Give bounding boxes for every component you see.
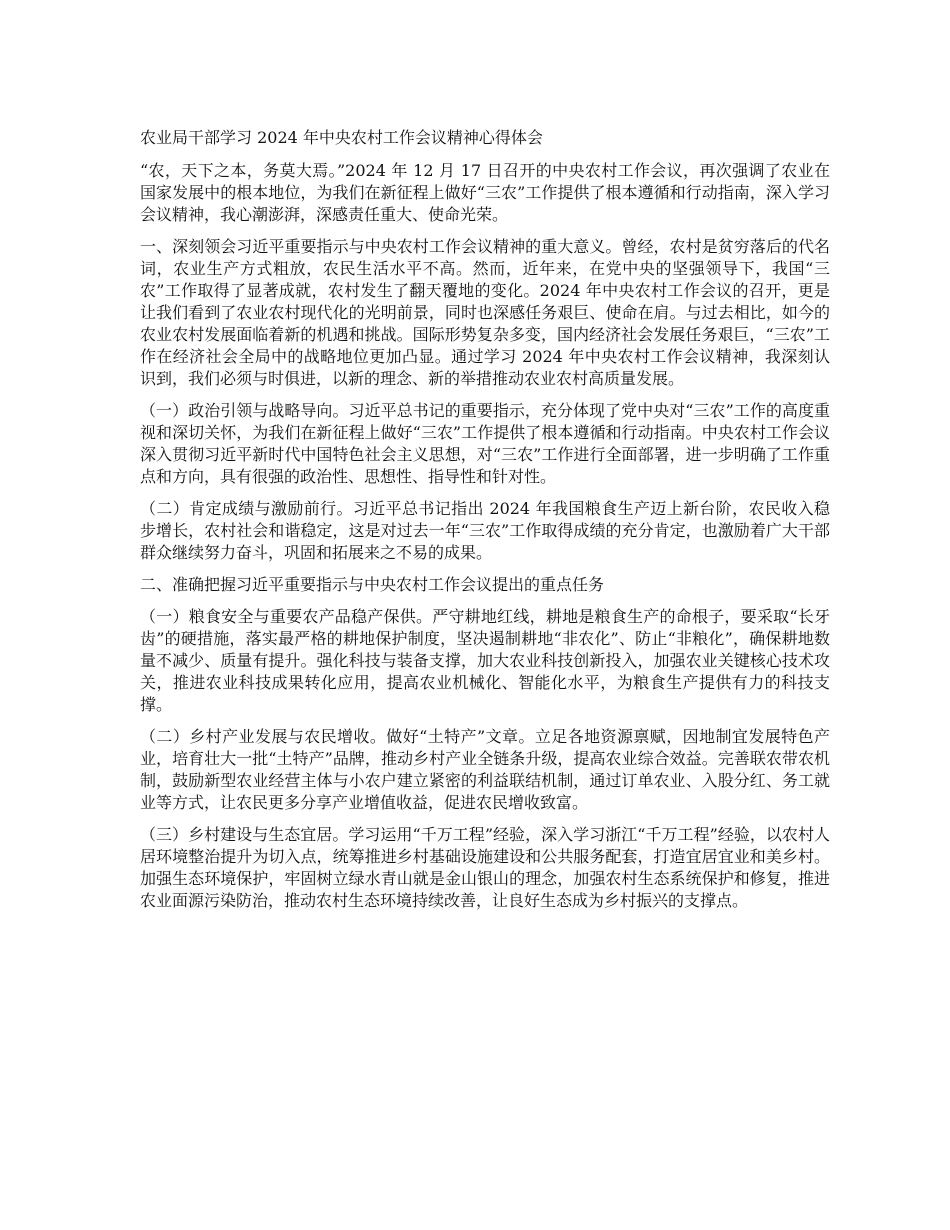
paragraph-section-one: 一、深刻领会习近平重要指示与中央农村工作会议精神的重大意义。曾经，农村是贫穷落后的代名词，农业生产方式粗放，农民生活水平不高。然而，近年来，在党中央的坚强领导下，我国“三农”工作取得了显著成就，农村发生了翻天覆地的变化。2024 年中央农村工作会议的召开，更是让我们看到了农业农村现代化的光明前景，同时也深感任务艰巨、使命在肩。与过去相比，如今的农业农村发展面临着新的机遇和挑战。国际形势复杂多变，国内经济社会发展任务艰巨，“三农”工作在经济社会全局中的战略地位更加凸显。通过学习 2024 年中央农村工作会议精神，我深刻认识到，我们必须与时俱进，以新的理念、新的举措推动农业农村高质量发展。 bbox=[140, 237, 830, 388]
document-page bbox=[140, 127, 830, 922]
paragraph-food-security: （一）粮食安全与重要农产品稳产保供。严守耕地红线，耕地是粮食生产的命根子，要采取“长牙齿”的硬措施，落实最严格的耕地保护制度，坚决遏制耕地“非农化”、防止“非粮化”，确保耕地数量不减少、质量有提升。强化科技与装备支撑，加大农业科技创新投入，加强农业关键核心技术攻关，推进农业科技成果转化应用，提高农业机械化、智能化水平，为粮食生产提供有力的科技支撑。 bbox=[140, 607, 830, 714]
paragraph-political-guidance: （一）政治引领与战略导向。习近平总书记的重要指示，充分体现了党中央对“三农”工作的高度重视和深切关怀，为我们在新征程上做好“三农”工作提供了根本遵循和行动指南。中央农村工作会议深入贯彻习近平新时代中国特色社会主义思想，对“三农”工作进行全面部署，进一步明确了工作重点和方向，具有很强的政治性、思想性、指导性和针对性。 bbox=[140, 401, 830, 486]
paragraph-achievements: （二）肯定成绩与激励前行。习近平总书记指出 2024 年我国粮食生产迈上新台阶，农民收入稳步增长，农村社会和谐稳定，这是对过去一年“三农”工作取得成绩的充分肯定，也激励着广大干部群众继续努力奋斗，巩固和拓展来之不易的成果。 bbox=[140, 499, 830, 562]
paragraph-rural-industry: （二）乡村产业发展与农民增收。做好“土特产”文章。立足各地资源禀赋，因地制宜发展特色产业，培育壮大一批“土特产”品牌，推动乡村产业全链条升级，提高农业综合效益。完善联农带农机制，鼓励新型农业经营主体与小农户建立紧密的利益联结机制，通过订单农业、入股分红、务工就业等方式，让农民更多分享产业增值收益，促进农民增收致富。 bbox=[140, 727, 830, 812]
section-heading-two: 二、准确把握习近平重要指示与中央农村工作会议提出的重点任务 bbox=[140, 575, 605, 594]
paragraph-rural-construction: （三）乡村建设与生态宜居。学习运用“千万工程”经验，深入学习浙江“千万工程”经验，以农村人居环境整治提升为切入点，统筹推进乡村基础设施建设和公共服务配套，打造宜居宜业和美乡村。加强生态环境保护，牢固树立绿水青山就是金山银山的理念，加强农村生态系统保护和修复，推进农业面源污染防治，推动农村生态环境持续改善，让良好生态成为乡村振兴的支撑点。 bbox=[140, 825, 830, 910]
document-title: 农业局干部学习 2024 年中央农村工作会议精神心得体会 bbox=[140, 128, 543, 147]
paragraph-intro: “农，天下之本，务莫大焉。”2024 年 12 月 17 日召开的中央农村工作会议，再次强调了农业在国家发展中的根本地位，为我们在新征程上做好“三农”工作提供了根本遵循和行动指南，深入学习会议精神，我心潮澎湃，深感责任重大、使命光荣。 bbox=[140, 161, 830, 224]
